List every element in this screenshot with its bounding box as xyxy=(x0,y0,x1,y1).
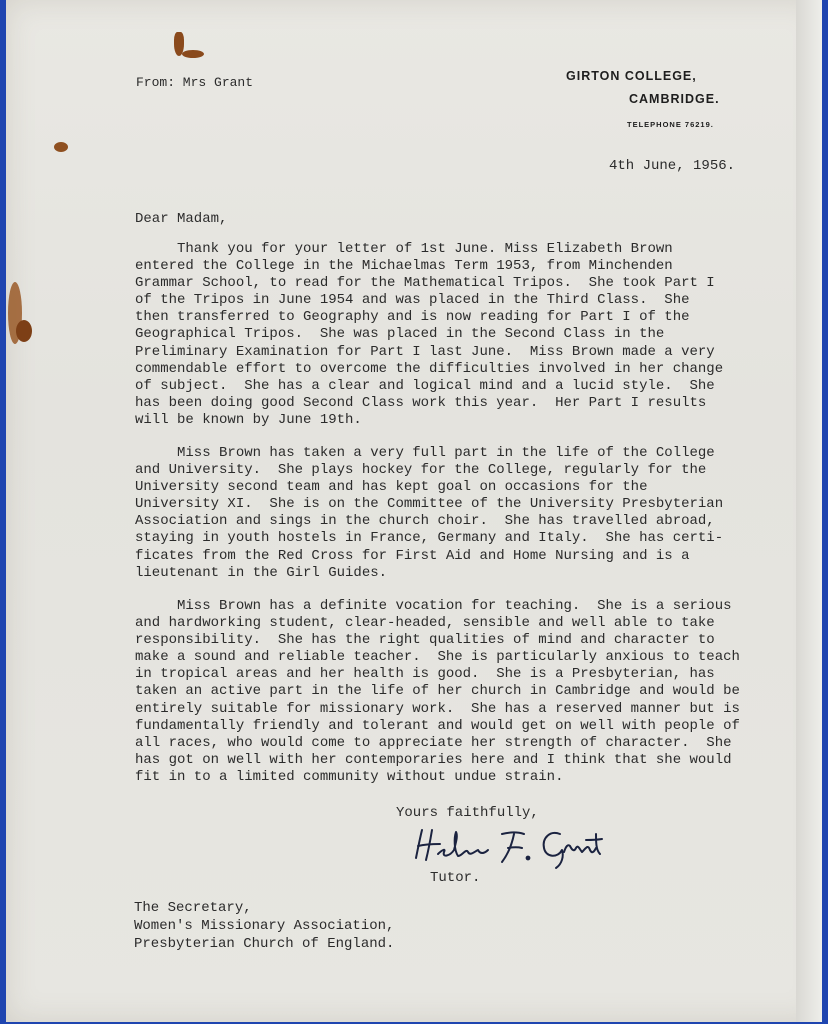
paragraph-line: in tropical areas and her health is good. She is a Presbyterian, has xyxy=(135,666,715,683)
paragraph-line: University second team and has kept goal on occasions for the xyxy=(135,479,648,496)
addressee-line: The Secretary, xyxy=(134,900,252,916)
paragraph-line: ficates from the Red Cross for First Aid and Home Nursing and is a xyxy=(135,547,690,564)
signer-title: Tutor. xyxy=(430,870,481,886)
paragraph-line: taken an active part in the life of her church in Cambridge and would be xyxy=(135,683,740,700)
paragraph-line: will be known by June 19th. xyxy=(135,411,362,428)
paragraph-line: Grammar School, to read for the Mathematical Tripos. She took Part I xyxy=(135,275,715,292)
paragraph-line: fit in to a limited community without undue strain. xyxy=(135,768,564,785)
paragraph-line: entirely suitable for missionary work. She has a reserved manner but is xyxy=(135,700,740,717)
paragraph-line: staying in youth hostels in France, Germany and Italy. She has certi- xyxy=(135,530,724,547)
paragraph-line: Preliminary Examination for Part I last June. Miss Brown made a very xyxy=(135,343,715,360)
paragraph-line: lieutenant in the Girl Guides. xyxy=(135,564,388,581)
addressee-line: Women's Missionary Association, xyxy=(134,918,395,934)
paragraph-line: of subject. She has a clear and logical mind and a lucid style. She xyxy=(135,377,715,394)
letterhead-telephone: TELEPHONE 76219. xyxy=(627,120,714,129)
ink-stain xyxy=(54,142,68,152)
paragraph-line: Geographical Tripos. She was placed in the Second Class in the xyxy=(135,326,665,343)
ink-stain xyxy=(182,50,204,58)
paragraph-1 xyxy=(135,241,755,429)
paragraph-line: Miss Brown has taken a very full part in the life of the College xyxy=(135,445,715,461)
paragraph-line: Miss Brown has a definite vocation for teaching. She is a serious xyxy=(135,598,732,614)
paragraph-line: University XI. She is on the Committee of the University Presbyterian xyxy=(135,496,724,513)
paragraph-line: and University. She plays hockey for the College, regularly for the xyxy=(135,462,707,479)
paragraph-line: all races, who would come to appreciate her strength of character. She xyxy=(135,734,732,751)
paragraph-2 xyxy=(135,445,755,582)
paragraph-line: commendable effort to overcome the difficulties involved in her change xyxy=(135,360,724,377)
paragraph-line: Association and sings in the church choir. She has travelled abroad, xyxy=(135,513,715,530)
paragraph-line: of the Tripos in June 1954 and was placed in the Third Class. She xyxy=(135,292,690,309)
closing: Yours faithfully, xyxy=(396,805,539,821)
paragraph-line: has been doing good Second Class work this year. Her Part I results xyxy=(135,394,707,411)
addressee-line: Presbyterian Church of England. xyxy=(134,936,395,952)
paper-edge xyxy=(796,0,822,1022)
paragraph-line: and hardworking student, clear-headed, sensible and well able to take xyxy=(135,615,715,632)
paragraph-line: has got on well with her contemporaries here and I think that she would xyxy=(135,751,732,768)
ink-stain xyxy=(16,320,32,342)
paragraph-line: make a sound and reliable teacher. She is particularly anxious to teach xyxy=(135,649,740,666)
salutation: Dear Madam, xyxy=(135,211,228,227)
paragraph-line: then transferred to Geography and is now reading for Part I of the xyxy=(135,309,690,326)
letter-date: 4th June, 1956. xyxy=(609,158,736,174)
handwritten-signature xyxy=(410,822,610,872)
addressee-block xyxy=(134,899,394,953)
paragraph-line: fundamentally friendly and tolerant and would get on well with people of xyxy=(135,717,740,734)
letterhead-college: GIRTON COLLEGE, xyxy=(566,69,697,83)
letterhead-town: CAMBRIDGE. xyxy=(629,92,720,106)
from-line: From: Mrs Grant xyxy=(136,75,254,90)
paragraph-line: responsibility. She has the right qualities of mind and character to xyxy=(135,632,715,649)
paragraph-line: entered the College in the Michaelmas Term 1953, from Minchenden xyxy=(135,258,673,275)
paragraph-line: Thank you for your letter of 1st June. Miss Elizabeth Brown xyxy=(135,241,673,257)
paragraph-3 xyxy=(135,598,755,786)
